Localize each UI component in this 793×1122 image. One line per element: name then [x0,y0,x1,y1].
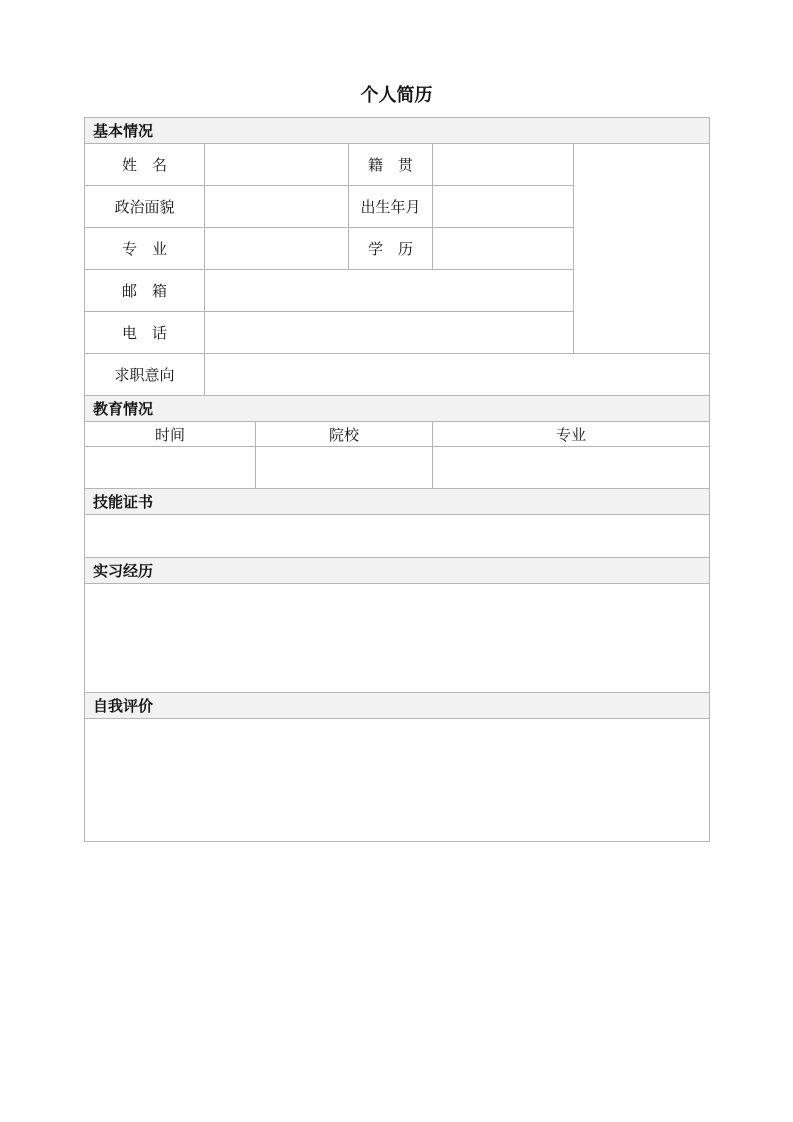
education-header-school: 院校 [256,422,433,447]
resume-table [84,117,710,842]
section-skills: 技能证书 [85,489,710,515]
native-place-value[interactable] [433,144,574,186]
page-title: 个人简历 [360,85,433,106]
section-self-evaluation: 自我评价 [85,693,710,719]
label-political-status: 政治面貌 [85,186,205,228]
political-status-value[interactable] [205,186,349,228]
label-major: 专 业 [85,228,205,270]
education-time-value[interactable] [85,447,256,489]
education-header-major: 专业 [433,422,710,447]
label-native-place: 籍 贯 [349,144,433,186]
self-evaluation-content[interactable] [85,719,710,842]
name-value[interactable] [205,144,349,186]
education-major-value[interactable] [433,447,710,489]
email-value[interactable] [205,270,574,312]
label-email: 邮 箱 [85,270,205,312]
skills-content[interactable] [85,515,710,558]
label-name: 姓 名 [85,144,205,186]
section-basic: 基本情况 [85,118,710,144]
education-school-value[interactable] [256,447,433,489]
label-phone: 电 话 [85,312,205,354]
education-header-time: 时间 [85,422,256,447]
major-value[interactable] [205,228,349,270]
label-job-intention: 求职意向 [85,354,205,396]
degree-value[interactable] [433,228,574,270]
job-intention-value[interactable] [205,354,710,396]
label-birth-date: 出生年月 [349,186,433,228]
section-education: 教育情况 [85,396,710,422]
phone-value[interactable] [205,312,574,354]
photo-box[interactable] [574,144,710,354]
label-degree: 学 历 [349,228,433,270]
internship-content[interactable] [85,584,710,693]
birth-date-value[interactable] [433,186,574,228]
section-internship: 实习经历 [85,558,710,584]
